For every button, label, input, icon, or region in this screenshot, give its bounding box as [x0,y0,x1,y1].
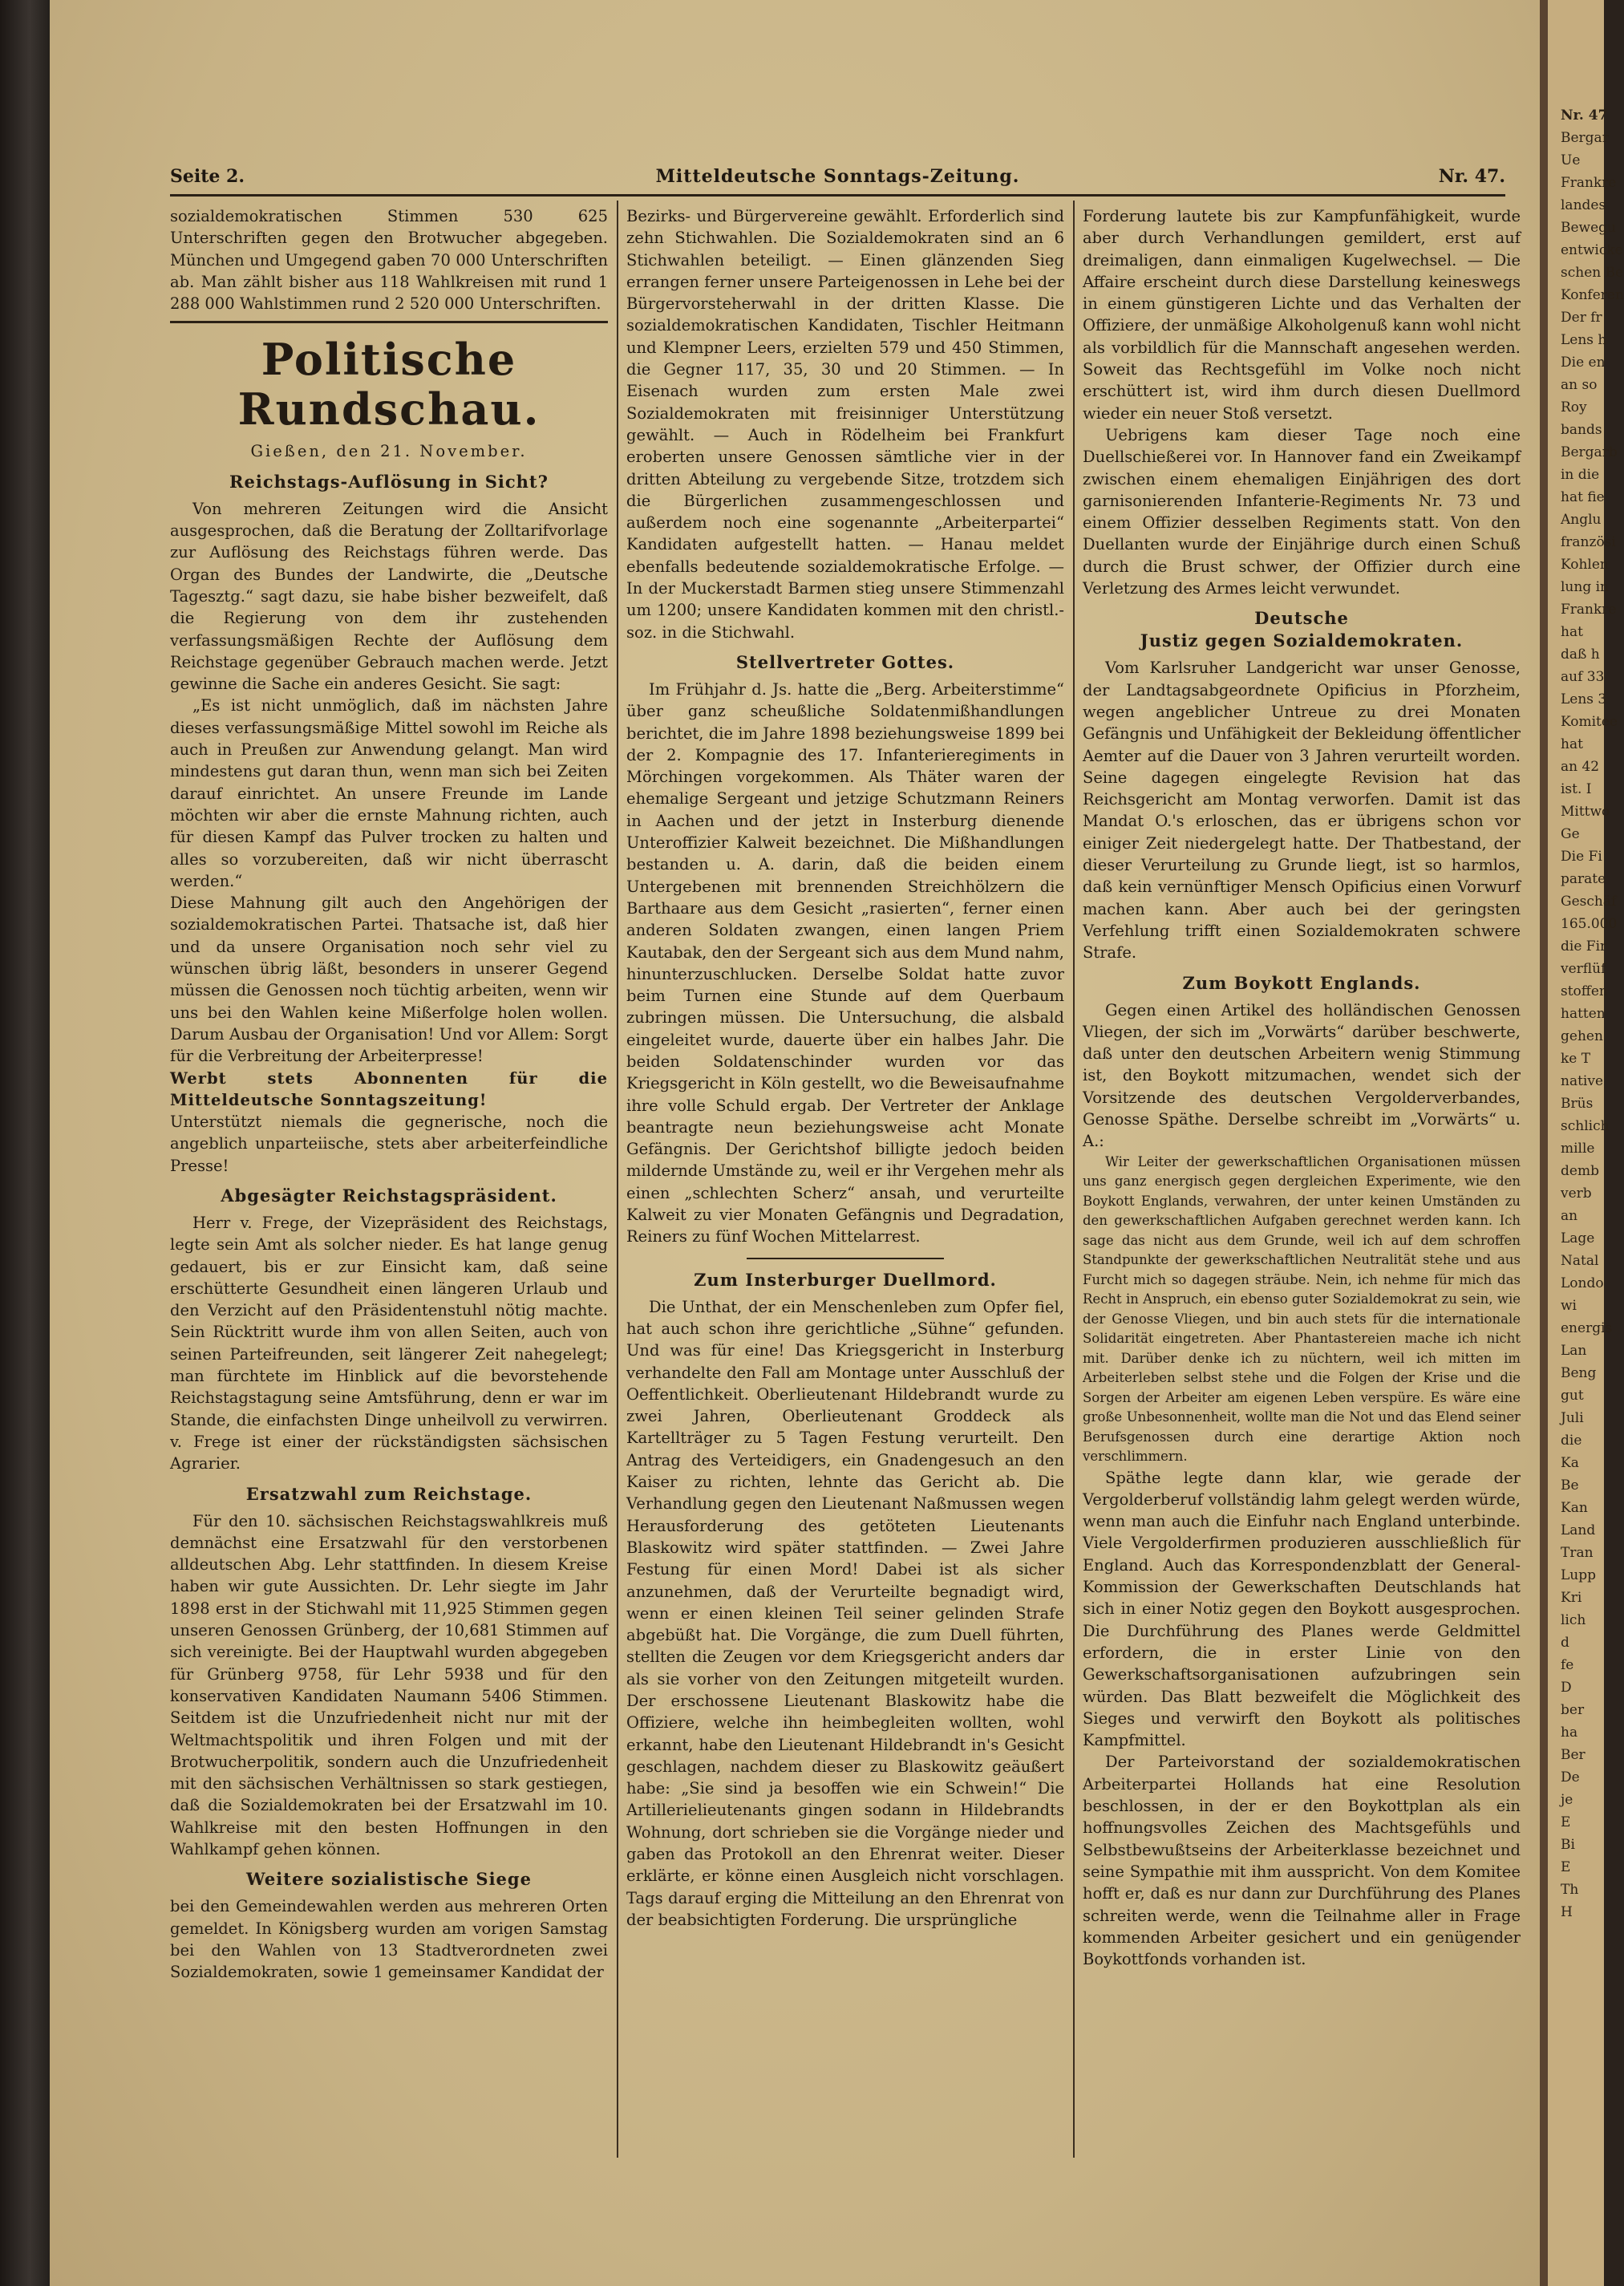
adjacent-page-text: Th [1561,1882,1579,1898]
adjacent-page-text: französi [1561,534,1616,550]
issue-number: Nr. 47. [1438,166,1505,187]
adjacent-page-text: 165.000 [1561,916,1618,932]
adjacent-page-text: an so [1561,377,1598,393]
adjacent-page-text: Ber [1561,1747,1586,1763]
column-2 [626,205,1064,2154]
adjacent-page-text: hatten [1561,1006,1606,1022]
page-header [170,163,1505,195]
article-paragraph: Unterstützt niemals die gegnerische, noch die angeblich unparteiische, stets aber arbeiterfeindliche Presse! [170,1113,608,1175]
adjacent-page-text: Bewegu [1561,220,1616,236]
column-3 [1083,205,1521,2154]
book-binding [0,0,50,2286]
adjacent-page-text: Lupp [1561,1567,1597,1583]
column-rule [1073,201,1075,2158]
article-paragraph: Im Frühjahr d. Js. hatte die „Berg. Arbeiterstimme“ über ganz scheußliche Soldatenmißhandlungen berichtet, die im Jahre 1898 beziehungsweise 1899 bei der 2. Kompagnie des 17. Infanterieregiments in Mörchingen vorgekommen. Als Thäter waren der ehemalige Sergeant und jetzige Schutzmann Reiners in Aachen und der jetzt in Insterburg dienende Unteroffizier Kalweit bezeichnet. Die Mißhandlungen bestanden u. A. darin, daß die beiden einem Untergebenen mit brennenden Streichhölzern die Barthaare aus dem Gesicht „rasierten“, ferner einen anderen Soldaten zwangen, einen langen Priem Kautabak, den der Sergeant sich aus dem Mund nahm, hinunterzuschlucken. Derselbe Soldat hatte zuvor beim Turnen eine Stunde auf dem Querbaum zubringen müssen. Die Untersuchung, die alsbald eingeleitet wurde, dauerte über ein halbes Jahr. Die beiden Soldatenschinder wurden vor das Kriegsgericht in Köln gestellt, wo die Beweisaufnahme ihre volle Schuld ergab. Der Vertreter der Anklage beantragte neun beziehungsweise acht Monate Gefängnis. Der Gerichtshof billigte jedoch beiden mildernde Umstände zu, weil er ihr Vergehen mehr als einen „schlechten Scherz“ ansah, und verurteilte Kalweit zu vier Monaten Gefängnis und Degradation, Reiners zu fünf Wochen Mittelarrest. [626,679,1064,1246]
adjacent-page-text: Lens 3 [1561,691,1607,707]
adjacent-page-text: lich [1561,1612,1586,1628]
adjacent-page-text: Konferen [1561,287,1624,303]
adjacent-page-text: Kri [1561,1590,1582,1606]
adjacent-page-text: die Fir [1561,938,1607,955]
article-title: Zum Insterburger Duellmord. [694,1269,997,1290]
adjacent-page-text: ist. I [1561,781,1592,797]
adjacent-page-text: Londo [1561,1275,1604,1291]
adjacent-page-text: Die en [1561,355,1606,371]
article-divider [747,1258,944,1259]
article-title: Justiz gegen Sozialdemokraten. [1140,630,1464,651]
article-paragraph: Für den 10. sächsischen Reichstagswahlkreis muß demnächst eine Ersatzwahl für den verstorbenen alldeutschen Abg. Lehr stattfinden. In diesem Kreise haben wir gute Aussichten. Dr. Lehr siegte im Jahr 1898 erst in der Stichwahl mit 11,925 Stimmen gegen unseren Genossen Grünberg, der 10,681 Stimmen auf sich vereinigte. Bei der Hauptwahl wurden abgegeben für Grünberg 9758, für Lehr 5938 und für den konservativen Kandidaten Naumann 5406 Stimmen. Seitdem ist die Unzufriedenheit nicht nur mit der Weltmachtspolitik und ihren Folgen und mit der Brotwucherpolitik, sondern auch die Unzufriedenheit mit den sächsischen Verhältnissen so stark gestiegen, daß die Sozialdemokraten bei der Ersatzwahl im 10. Wahlkreise mit den besten Hoffnungen in den Wahlkampf gehen können. [170,1511,608,1858]
adjacent-page-text: Lage [1561,1230,1595,1246]
article-title: Deutsche [1254,608,1349,629]
intro-paragraph: sozialdemokratischen Stimmen 530 625 Unterschriften gegen den Brotwucher abgegeben. München und Umgegend gaben 70 000 Unterschriften ab. Man zählt bisher aus 118 Wahlkreisen mit rund 1 288 000 Wahlstimmen rund 2 520 000 Unterschriften. [170,207,608,314]
adjacent-page-text: schen Be [1561,265,1624,281]
adjacent-page-text: Bergarb [1561,444,1618,460]
adjacent-page-text: Nr. 47 [1561,107,1608,124]
article-paragraph: Uebrigens kam dieser Tage noch eine Duellschießerei vor. In Hannover fand ein Zweikampf zwischen einem ehemaligen Einjährigen des dort garnisonierenden Infanterie-Regiments Nr. 73 und einem Offizier desselben Regiments statt. Von den Duellanten wurde der Einjährige durch einen Schuß durch die Brust schwer, der Offizier durch eine Verletzung des Armes leicht verwundet. [1083,425,1521,598]
adjacent-page-text: Brüs [1561,1096,1594,1112]
adjacent-page-text: auf 33 [1561,669,1605,685]
adjacent-page-text: hat fie [1561,489,1605,505]
header-rule [170,194,1505,197]
adjacent-page-text: wi [1561,1298,1577,1314]
adjacent-page-text: Ue [1561,152,1581,168]
adjacent-page-text: Bi [1561,1837,1575,1853]
adjacent-page-text: ke T [1561,1051,1591,1067]
article-quote: „Es ist nicht unmöglich, daß im nächsten Jahre dieses verfassungsmäßige Mittel sowohl im Reiche als auch in Preußen zur Anwendung gelangt. Man wird mindestens gut daran thun, wenn man sich bei Zeiten darauf einrichtet. An unsere Freunde im Lande möchten wir aber die ernste Mahnung richten, auch für diesen Kampf das Pulver trocken zu halten und alles so vorzubereiten, daß wir nicht überrascht werden.“ [170,696,608,890]
adjacent-page-text: bands [1561,422,1602,438]
adjacent-page-text: parate [1561,871,1606,887]
adjacent-page-text: D [1561,1680,1572,1696]
adjacent-page-text: Beng [1561,1365,1597,1381]
adjacent-page-text: verb [1561,1186,1592,1202]
adjacent-page-text: schlich [1561,1118,1610,1134]
article-paragraph: bei den Gemeindewahlen werden aus mehreren Orten gemeldet. In Königsberg wurden am vorigen Samstag bei den Wahlen von 13 Stadtverordneten zwei Sozialdemokraten, sowie 1 gemeinsamer Kandidat der [170,1897,608,1982]
adjacent-page-text: Roy [1561,399,1587,415]
section-divider [170,321,608,323]
adjacent-page-text: hat [1561,736,1583,752]
article-paragraph: Diese Mahnung gilt auch den Angehörigen der sozialdemokratischen Partei. Thatsache ist, daß hier und da unsere Organisation noch sehr viel zu wünschen übrig läßt, besonders in unserer Gegend müssen die Genossen noch tüchtig arbeiten, wenn wir uns bei den Wahlen keine Mißerfolge holen wollen. Darum Ausbau der Organisation! Und vor Allem: Sorgt für die Verbreitung der Arbeiterpresse! [170,894,608,1066]
article-paragraph: Herr v. Frege, der Vizepräsident des Reichstags, legte sein Amt als solcher nieder. Es hat lange genug gedauert, bis er zur Einsicht kam, daß seine erschütterte Gesundheit einen längeren Urlaub und den Verzicht auf den Präsidentenstuhl nötig machte. Sein Rücktritt wurde ihm von allen Seiten, auch von seinen Parteifreunden, seit längerer Zeit nahegelegt; man fürchtete im Hinblick auf die bevorstehende Reichstagstagung seine Amtsführung, denn er war im Stande, die einfachsten Dinge unheilvoll zu verwirren. v. Frege ist einer der rückständigsten sächsischen Agrarier. [170,1213,608,1473]
adjacent-page-text: H [1561,1904,1573,1920]
article-paragraph: Die Unthat, der ein Menschenleben zum Opfer fiel, hat auch schon ihre gerichtliche „Sühne“ gefunden. Und was für eine! Das Kriegsgericht in Insterburg verhandelte den Fall am Montage unter Ausschluß der Oeffentlichkeit. Oberlieutenant Hildebrandt wurde zu zwei Jahren, Oberlieutenant Groddeck als Kartellträger zu 5 Tagen Festung verurteilt. Den Antrag des Verteidigers, ein Gnadengesuch an den Kaiser zu richten, lehnte das Gericht ab. Die Verhandlung gegen den Lieutenant Naßmussen wegen Herausforderung des getöteten Lieutenants Blaskowitz wird später stattfinden. — Zwei Jahre Festung für einen Mord! Dabei ist als sicher anzunehmen, daß der Verurteilte begnadigt wird, wenn er einen kleinen Teil seiner gelinden Strafe abgebüßt hat. Die Vorgänge, die zum Duell führten, stellten die Zeugen vor dem Kriegsgericht anders dar als sie vorher von den Zeitungen mitgeteilt wurden. Der erschossene Lieutenant Blaskowitz habe die Offiziere, welche ihn heimbegleiten wollten, wohl erkannt, habe den Lieutenant Hildebrandt in's Gesicht geschlagen, nachdem dieser zu Blaskowitz geäußert habe: „Sie sind ja besoffen wie ein Schwein!“ Die Artillerielieutenants gingen sodann in Hildebrandts Wohnung, dort schrieben sie die Vorgänge nieder und gaben das Protokoll an den Ehrenrat weiter. Dieser erklärte, er könne einen Ausgleich nicht vorschlagen. Tags darauf erging die Mitteilung an den Ehrenrat von der beabsichtigten Forderung. Die ursprüngliche [626,1297,1064,1929]
adjacent-page-text: Land [1561,1522,1596,1538]
adjacent-page-text: daß h [1561,646,1600,663]
adjacent-page-text: lung in [1561,579,1610,595]
adjacent-page-text: die [1561,1433,1582,1449]
adjacent-page-text: E [1561,1814,1571,1830]
adjacent-page-text: Geschäf [1561,894,1617,910]
adjacent-page-text: Kohlen [1561,557,1609,573]
adjacent-page-text: energis [1561,1320,1613,1336]
article-paragraph: Forderung lautete bis zur Kampfunfähigkeit, wurde aber durch Verhandlungen gemildert, erst auf dreimaligen, dann einmaligen Kugelwechsel. — Die Affaire erscheint durch diese Darstellung keineswegs in einem günstigeren Lichte und das Verhalten der Offiziere, der unmäßige Alkoholgenuß kann wohl nicht als vorbildlich für die Mannschaft angesehen werden. Soweit das Rechtsgefühl im Volke noch nicht erschüttert ist, wird ihm durch diesen Duellmord wieder ein neuer Stoß versetzt. [1083,207,1521,423]
adjacent-page-text: Mittwo [1561,804,1610,820]
adjacent-page-text: landes [1561,197,1606,213]
adjacent-page-text: Be [1561,1477,1579,1494]
adjacent-page-text: stoffen [1561,983,1608,999]
adjacent-page-text: Frankre [1561,175,1617,191]
section-title: Politische Rundschau. [237,334,541,436]
adjacent-page-text: Natal [1561,1253,1599,1269]
adjacent-page-text: entwicke [1561,242,1623,258]
adjacent-page-text: Kan [1561,1500,1588,1516]
article-title: Weitere sozialistische Siege [246,1869,532,1890]
article-paragraph: Bezirks- und Bürgervereine gewählt. Erforderlich sind zehn Stichwahlen. Die Sozialdemokraten sind an 6 Stichwahlen beteiligt. — Einen glänzenden Sieg errangen ferner unsere Parteigenossen in Lehe bei der Bürgervorsteherwahl in der dritten Klasse. Die sozialdemokratischen Kandidaten, Tischler Heitmann und Klempner Leers, erzielten 579 und 450 Stimmen, die Gegner 117, 35, 30 und 20 Stimmen. — In Eisenach wurden zum ersten Male zwei Sozialdemokraten mit freisinniger Unterstützung gewählt. — Auch in Rödelheim bei Frankfurt eroberten unsere Genossen sämtliche vier in der dritten Abteilung zu vergebende Sitze, trotzdem sich die Bürgerlichen zusammengeschlossen und außerdem noch eine sogenannte „Arbeiterpartei“ Kandidaten aufgestellt hatten. — Hanau meldet ebenfalls bedeutende sozialdemokratische Erfolge. — In der Muckerstadt Barmen stieg unsere Stimmenzahl um 1200; unsere Kandidaten kommen mit den christl.-soz. in die Stichwahl. [626,207,1064,642]
adjacent-page-text: Anglu [1561,512,1602,528]
article-title: Ersatzwahl zum Reichstage. [245,1483,533,1504]
adjacent-page-text: gut [1561,1388,1584,1404]
newspaper-title: Mitteldeutsche Sonntags-Zeitung. [655,166,1020,187]
adjacent-page-fragment [1548,0,1624,2286]
adjacent-page-text: verflüf [1561,961,1606,977]
dateline: Gießen, den 21. November. [250,442,528,461]
adjacent-page-text: Lens h [1561,332,1607,348]
adjacent-page-text: Frankre [1561,602,1617,618]
adjacent-page-text: hat [1561,624,1583,640]
page-edge [1540,0,1548,2286]
adjacent-page-text: Der fr [1561,310,1602,326]
adjacent-page-text: demb [1561,1163,1599,1179]
adjacent-page-text: E [1561,1859,1571,1875]
adjacent-page-text: mille [1561,1141,1595,1157]
adjacent-page-text: De [1561,1769,1580,1785]
article-title: Reichstags-Auflösung in Sicht? [229,471,549,492]
adjacent-page-text: an 42 [1561,759,1600,775]
adjacent-page-text: Ka [1561,1455,1579,1471]
page-number: Seite 2. [170,166,245,187]
quoted-letter: Wir Leiter der gewerkschaftlichen Organisationen müssen uns ganz energisch gegen dergleichen Experimente, wie den Boykott Englands, verwahren, der unter keinen Umständen zu den gewerkschaftlichen Aufgaben gerechnet werden kann. Ich sage das nicht aus dem Grunde, weil ich auf dem schroffen Standpunkte der gewerkschaftlichen Neutralität stehe und aus Furcht mich so dagegen sträube. Nein, ich nehme für mich das Recht in Anspruch, ein ebenso guter Sozialdemokrat zu sein, wie der Genosse Vliegen, und bin auch stets für die internationale Solidarität eingetreten. Aber Phantastereien mache ich nicht mit. Darüber denke ich zu nüchtern, weil ich mitten im Arbeiterleben selbst stehe und die Folgen der Krise und die Sorgen der Arbeiter am eigenen Leben verspüre. Es wäre eine große Unbesonnenheit, wollte man die Not und das Elend seiner Berufsgenossen durch eine derartige Aktion noch verschlimmern. [1083,1153,1521,1465]
adjacent-page-text: Bergar [1561,130,1609,146]
article-title: Stellvertreter Gottes. [735,651,955,672]
adjacent-page-text: Juli [1561,1410,1584,1426]
column-rule [617,201,618,2158]
article-title: Abgesägter Reichstagspräsident. [221,1185,557,1206]
adjacent-page-text: Ge [1561,826,1580,842]
article-title: Zum Boykott Englands. [1182,972,1421,993]
adjacent-page-text: je [1561,1792,1573,1808]
article-paragraph: Von mehreren Zeitungen wird die Ansicht ausgesprochen, daß die Beratung der Zolltarifvorlage zur Auflösung des Reichstags führen werde. Das Organ des Bundes der Landwirte, die „Deutsche Tagesztg.“ sagt dazu, sie habe bisher bezweifelt, daß die Regierung von dem ihr zustehenden verfassungsmäßigen Rechte der Auflösung dem Reichstage gegenüber Gebrauch machen werde. Jetzt gewinne die Sache ein anderes Gesicht. Sie sagt: [170,499,608,694]
adjacent-page-text: ha [1561,1725,1578,1741]
adjacent-page-text: fe [1561,1657,1574,1673]
adjacent-page-text: Die Fi [1561,849,1602,865]
article-paragraph: Vom Karlsruher Landgericht war unser Genosse, der Landtagsabgeordnete Opificius in Pforzheim, wegen angeblicher Untreue zu drei Monaten Gefängnis und Unfähigkeit der Bekleidung öffentlicher Aemter auf die Dauer von 3 Jahren verurteilt worden. Seine dagegen eingelegte Revision hat das Reichsgericht am Montag verworfen. Damit ist das Mandat O.'s erloschen, das er übrigens schon vor einiger Zeit niedergelegt hatte. Der Thatbestand, der dieser Verurteilung zu Grunde liegt, ist so harmlos, daß kein vernünftiger Mensch Opificius einen Vorwurf machen kann. Aber auch bei der geringsten Verfehlung trifft einen Sozialdemokraten schwere Strafe. [1083,659,1521,963]
adjacent-page-text: Lan [1561,1343,1587,1359]
adjacent-page-text: in die [1561,467,1600,483]
article-paragraph: Der Parteivorstand der sozialdemokratischen Arbeiterpartei Hollands hat eine Resolution beschlossen, in der er den Boykottplan als ein hoffnungsvolles Zeichen des Machtsgefühls und Selbstbewußtseins der Arbeiterklasse bezeichnet und seine Sympathie mit ihm ausspricht. Von dem Komitee hofft er, daß es nur dann zur Durchführung des Planes schreiten werde, wenn die Teilnahme aller in Frage kommenden Arbeiter gesichert und ein genügender Boykottfonds vorhanden ist. [1083,1753,1521,1969]
adjacent-page-text: ber [1561,1702,1585,1718]
article-paragraph: Gegen einen Artikel des holländischen Genossen Vliegen, der sich im „Vorwärts“ darüber beschwerte, daß unter den deutschen Arbeitern wenig Stimmung ist, den Boykott mitzumachen, wendet sich der Vorsitzende des deutschen Vergolderverbandes, Genosse Späthe. Derselbe schreibt im „Vorwärts“ u. A.: [1083,1000,1521,1151]
article-paragraph: Späthe legte dann klar, wie gerade der Vergolderberuf vollständig lahm gelegt werden würde, wenn man auch die Einfuhr nach England unterbinde. Viele Vergolderfirmen produzieren ausschließlich für England. Auch das Korrespondenzblatt der General-Kommission der Gewerkschaften Deutschlands hat sich in einer Notiz gegen den Boykott ausgesprochen. Die Durchführung des Planes werde Geldmittel erfordern, die in erster Linie von den Gewerkschaftsorganisationen aufzubringen sein würden. Das Blatt bezweifelt die Möglichkeit des Sieges und verwirft den Boykott als politisches Kampfmittel. [1083,1468,1521,1750]
adjacent-page-text: native [1561,1073,1604,1089]
adjacent-page-text: an [1561,1208,1578,1224]
adjacent-page-text: Komitee [1561,714,1618,730]
adjacent-page-text: d [1561,1635,1569,1651]
adjacent-page-text: gehen [1561,1028,1603,1044]
column-1 [170,205,608,2154]
bold-appeal: Werbt stets Abonnenten für die Mitteldeutsche Sonntagszeitung! [170,1068,608,1109]
adjacent-page-text: Tran [1561,1545,1594,1561]
